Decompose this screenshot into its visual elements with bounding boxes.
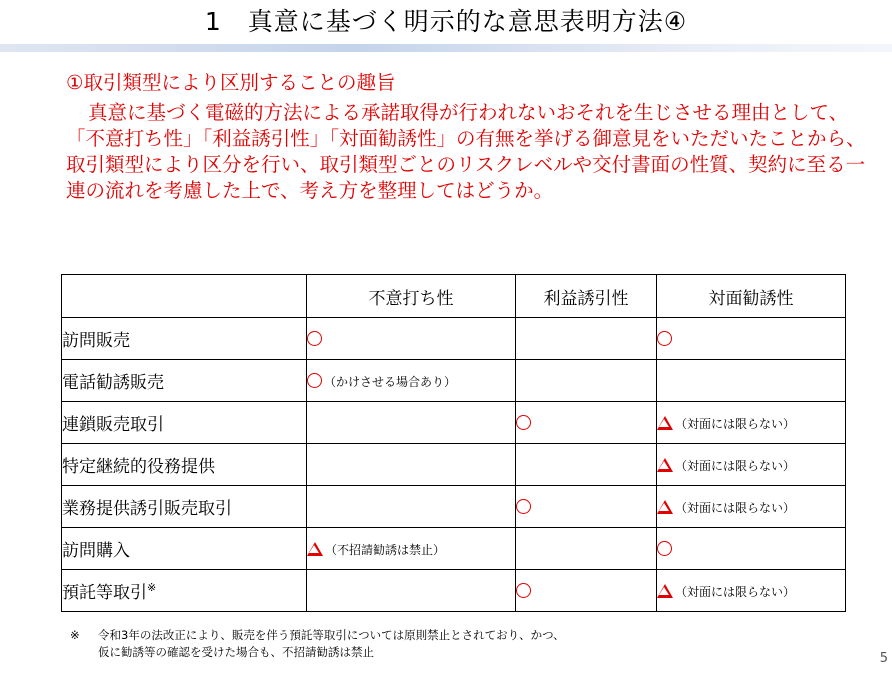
- table-row: [62, 360, 846, 402]
- cell-profit-inducement: [516, 528, 657, 570]
- row-label: [62, 486, 307, 528]
- cell-surprise: [307, 360, 516, 402]
- circle-mark-icon: [516, 583, 531, 598]
- cell-surprise: [307, 444, 516, 486]
- row-label: [62, 444, 307, 486]
- header-corner-cell: [62, 275, 307, 318]
- column-header-face-to-face: 対面勧誘性: [657, 275, 846, 318]
- triangle-mark-icon: [657, 458, 673, 472]
- cell-profit-inducement: [516, 360, 657, 402]
- column-header-profit-inducement: 利益誘引性: [516, 275, 657, 318]
- cell-profit-inducement: [516, 486, 657, 528]
- cell-face-to-face: [657, 528, 846, 570]
- table-body: [62, 318, 846, 612]
- cell-profit-inducement: [516, 318, 657, 360]
- triangle-mark-icon: [657, 584, 673, 598]
- cell-face-to-face: [657, 318, 846, 360]
- row-label-text: 業務提供誘引販売取引: [62, 499, 232, 519]
- table-row: [62, 402, 846, 444]
- title-underline: [0, 44, 892, 52]
- row-label-text: 連鎖販売取引: [62, 415, 164, 435]
- cell-profit-inducement: [516, 402, 657, 444]
- cell-note: （対面には限らない）: [675, 585, 796, 599]
- cell-note: （かけさせる場合あり）: [324, 375, 457, 389]
- row-label-text: 訪問購入: [62, 541, 130, 561]
- row-label-text: 電話勧誘販売: [62, 373, 164, 393]
- footnote-reference-mark: ※: [147, 581, 157, 594]
- table-row: [62, 318, 846, 360]
- cell-note: （対面には限らない）: [675, 417, 796, 431]
- circle-mark-icon: [657, 331, 672, 346]
- table-header-row: [62, 275, 846, 318]
- triangle-mark-icon: [657, 500, 673, 514]
- triangle-mark-icon: [657, 416, 673, 430]
- cell-face-to-face: [657, 570, 846, 612]
- section-heading: ①取引類型により区別することの趣旨: [66, 71, 396, 94]
- cell-surprise: [307, 486, 516, 528]
- row-label-text: 特定継続的役務提供: [62, 457, 215, 477]
- circle-mark-icon: [307, 373, 322, 388]
- table-row: [62, 570, 846, 612]
- transaction-type-table: [61, 274, 846, 612]
- footnote-mark: ※: [70, 628, 80, 642]
- circle-mark-icon: [516, 415, 531, 430]
- cell-profit-inducement: [516, 444, 657, 486]
- footnote-line-1: 令和3年の法改正により、販売を伴う預託等取引については原則禁止とされており、かつ、: [98, 628, 565, 642]
- row-label-text: 預託等取引: [62, 583, 147, 603]
- page-number: 5: [879, 651, 888, 666]
- footnote-line-2: 仮に勧誘等の確認を受けた場合も、不招請勧誘は禁止: [98, 645, 374, 659]
- cell-face-to-face: [657, 486, 846, 528]
- triangle-mark-icon: [307, 542, 323, 556]
- table-row: [62, 528, 846, 570]
- row-label: [62, 402, 307, 444]
- slide-title: 1 真意に基づく明示的な意思表明方法④: [204, 7, 688, 36]
- section-body: 真意に基づく電磁的方法による承諾取得が行われないおそれを生じさせる理由として、「不意打ち性」「利益誘引性」「対面勧誘性」の有無を挙げる御意見をいただいたことから、取引類型により区分を行い、取引類型ごとのリスクレベルや交付書面の性質、契約に至る一連の流れを考慮した上で、考え方を整理してはどうか。: [66, 101, 866, 202]
- cell-surprise: [307, 570, 516, 612]
- row-label-text: 訪問販売: [62, 331, 130, 351]
- cell-note: （対面には限らない）: [675, 459, 796, 473]
- table-row: [62, 486, 846, 528]
- cell-surprise: [307, 318, 516, 360]
- cell-surprise: [307, 528, 516, 570]
- cell-note: （不招請勧誘は禁止）: [325, 543, 446, 557]
- table-row: [62, 444, 846, 486]
- column-header-surprise: 不意打ち性: [307, 275, 516, 318]
- cell-face-to-face: [657, 402, 846, 444]
- cell-note: （対面には限らない）: [675, 501, 796, 515]
- footnote: [70, 627, 565, 661]
- circle-mark-icon: [307, 331, 322, 346]
- cell-face-to-face: [657, 444, 846, 486]
- cell-profit-inducement: [516, 570, 657, 612]
- cell-surprise: [307, 402, 516, 444]
- cell-face-to-face: [657, 360, 846, 402]
- circle-mark-icon: [516, 499, 531, 514]
- row-label: [62, 318, 307, 360]
- row-label: [62, 360, 307, 402]
- row-label: [62, 570, 307, 612]
- circle-mark-icon: [657, 541, 672, 556]
- row-label: [62, 528, 307, 570]
